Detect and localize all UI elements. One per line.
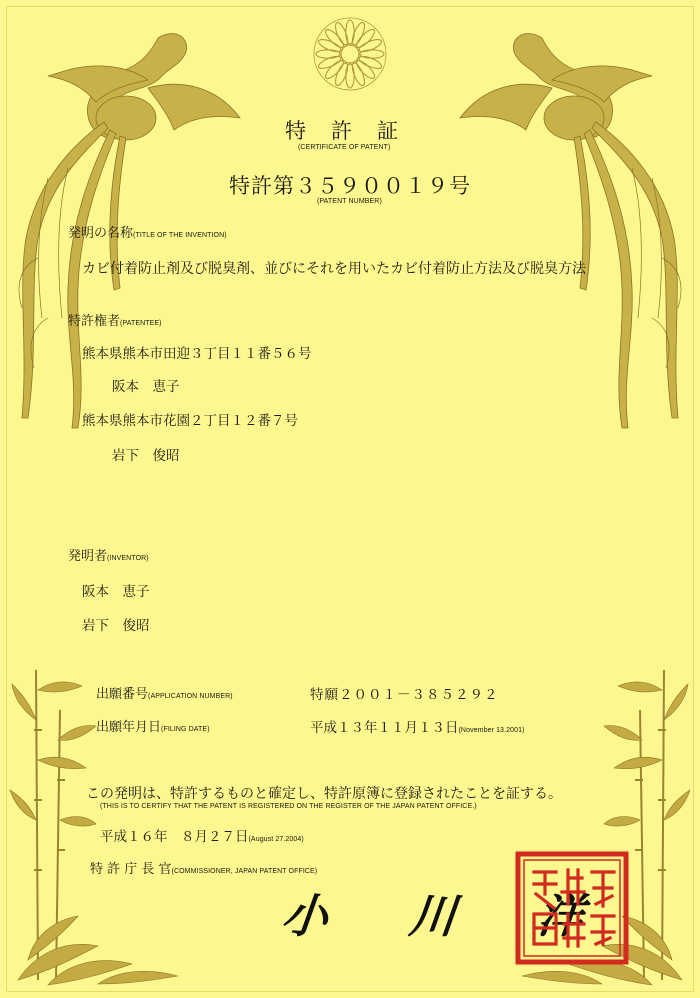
application-number-label: 出願番号: [96, 687, 149, 702]
invention-label-row: [68, 222, 227, 241]
filing-date-label-row: [96, 716, 210, 735]
filing-date-row: [310, 716, 525, 736]
patentee-label-en: (PATENTEE): [120, 320, 162, 327]
certification-text: この発明は、特許するものと確定し、特許原簿に登録されたことを証する。: [86, 786, 562, 802]
certification-date-en: (August 27.2004): [248, 836, 304, 843]
patent-number-en: (PATENT NUMBER): [317, 198, 382, 205]
filing-date-en: (November 13.2001): [458, 727, 525, 734]
patentee-address: 熊本県熊本市花園２丁目１２番７号: [82, 413, 298, 429]
certification-date: 平成１６年 ８月２７日: [100, 829, 249, 845]
filing-date-label-en: (FILING DATE): [161, 726, 210, 733]
application-number: 特願２００１－３８５２９２: [310, 687, 499, 703]
inventor-label-row: [68, 545, 149, 564]
commissioner-signature: 小 川 洋: [278, 889, 605, 943]
patentee-name: 阪本 恵子: [112, 379, 180, 395]
chrysanthemum-emblem-icon: [310, 14, 390, 94]
patent-number: 特許第３５９００１９号: [229, 174, 471, 198]
invention-title: カビ付着防止剤及び脱臭剤、並びにそれを用いたカビ付着防止方法及び脱臭方法: [82, 261, 586, 277]
patentee-label: 特許権者: [68, 314, 121, 329]
invention-label-en: (TITLE OF THE INVENTION): [133, 232, 227, 239]
patentee-address: 熊本県熊本市田迎３丁目１１番５６号: [82, 346, 312, 362]
patentee-label-row: [68, 310, 162, 329]
commissioner-title: 特 許 庁 長 官: [90, 862, 172, 877]
bottom-left-foliage-icon: [8, 880, 208, 990]
commissioner-title-row: [90, 858, 317, 877]
patentee-name: 岩下 俊昭: [112, 448, 180, 464]
certificate-title-en: (CERTIFICATE OF PATENT): [298, 144, 391, 151]
invention-label: 発明の名称: [68, 226, 134, 241]
inventor-name: 岩下 俊昭: [82, 618, 150, 634]
application-number-label-en: (APPLICATION NUMBER): [148, 693, 233, 700]
right-phoenix-ornament-icon: [452, 18, 692, 438]
filing-date-label: 出願年月日: [96, 720, 162, 735]
commissioner-title-en: (COMMISSIONER, JAPAN PATENT OFFICE): [171, 868, 318, 875]
official-seal-icon: [512, 848, 632, 968]
application-number-label-row: [96, 683, 233, 702]
inventor-label: 発明者: [68, 549, 108, 564]
filing-date: 平成１３年１１月１３日: [310, 720, 459, 736]
inventor-name: 阪本 恵子: [82, 584, 150, 600]
certificate-title: 特 許 証: [285, 119, 400, 143]
inventor-label-en: (INVENTOR): [107, 555, 149, 562]
certification-text-en: (THIS IS TO CERTIFY THAT THE PATENT IS REGISTERED ON THE REGISTER OF THE JAPAN PATENT OFFICE.): [100, 803, 477, 810]
certification-date-row: [100, 825, 304, 845]
